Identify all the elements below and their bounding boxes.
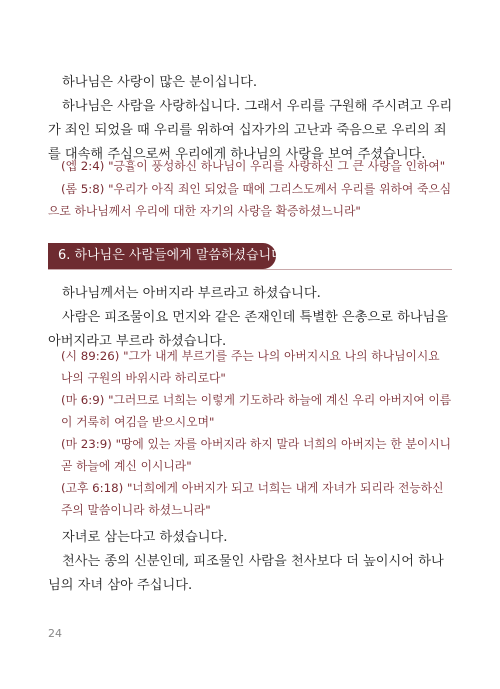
verse-text: 곧 하늘에 계신 이시니라" <box>61 459 192 473</box>
verse-text: "긍휼이 풍성하신 하나님이 우리를 사랑하신 그 큰 사랑을 인하여" <box>108 159 446 173</box>
text-line: 하나님은 사랑이 많은 분이십니다. <box>62 75 258 90</box>
verse-text: "너희에게 아버지가 되고 너희는 내게 자녀가 되리라 전능하신 <box>127 481 444 495</box>
text-line: 가 죄인 되었을 때 우리를 위하여 십자가의 고난과 죽음으로 우리의 죄 <box>48 123 447 138</box>
text-line: 사람은 피조물이요 먼지와 같은 존재인데 특별한 은총으로 하나님을 <box>62 310 449 325</box>
verse-text: 이 거룩히 여김을 받으시오며" <box>61 415 215 429</box>
text-line: 자녀로 삼는다고 하셨습니다. <box>62 530 228 545</box>
verse-mt-23-9 <box>61 433 456 477</box>
verse-ref: (엡 2:4) <box>61 159 105 173</box>
verse-text: "그러므로 너희는 이렇게 기도하라 하늘에 계신 우리 아버지여 이름 <box>108 393 452 407</box>
paragraph-love <box>48 71 452 95</box>
verse-text: 주의 말씀이니라 하셨느니라" <box>61 503 211 517</box>
verse-rom-5-8 <box>48 178 456 222</box>
verse-ref: (마 23:9) <box>61 437 112 451</box>
verse-ps-89-26 <box>61 345 456 389</box>
section-heading: 6. 하나님은 사람들에게 말씀하셨습니다 <box>48 243 276 269</box>
paragraph-father <box>48 282 452 306</box>
text-line: 하나님께서는 아버지라 부르라고 하셨습니다. <box>62 286 321 301</box>
verse-ref: (시 89:26) <box>61 349 120 363</box>
text-line: 아버지라고 부르라 하셨습니다. <box>48 334 227 349</box>
verse-text: "우리가 아직 죄인 되었을 때에 그리스도께서 우리를 위하여 죽으심 <box>108 182 452 196</box>
text-line: 하나님은 사람을 사랑하십니다. 그래서 우리를 구원해 주시려고 우리 <box>62 99 453 114</box>
section-divider <box>48 269 452 270</box>
verse-mt-6-9 <box>61 389 456 433</box>
page-number: 24 <box>48 627 62 640</box>
verse-text: 으로 하나님께서 우리에 대한 자기의 사랑을 확증하셨느니라" <box>48 204 361 218</box>
text-line: 님의 자녀 삼아 주십니다. <box>48 578 193 593</box>
text-line: 를 대속해 주심으로써 우리에게 하나님의 사랑을 보여 주셨습니다. <box>48 147 426 162</box>
verse-2cor-6-18 <box>61 477 456 521</box>
verse-text: 나의 구원의 바위시라 하리로다" <box>61 371 226 385</box>
verse-eph-2-4 <box>61 155 456 177</box>
verse-ref: (마 6:9) <box>61 393 105 407</box>
verse-ref: (롬 5:8) <box>61 182 105 196</box>
paragraph-children <box>48 526 452 550</box>
verse-ref: (고후 6:18) <box>61 481 124 495</box>
text-line: 천사는 종의 신분인데, 피조물인 사람을 천사보다 더 높이시어 하나 <box>62 554 444 569</box>
paragraph-children-detail <box>48 550 452 598</box>
verse-text: "땅에 있는 자를 아버지라 하지 말라 너희의 아버지는 한 분이시니 <box>115 437 452 451</box>
verse-text: "그가 내게 부르기를 주는 나의 아버지시요 나의 하나님이시요 <box>123 349 440 363</box>
